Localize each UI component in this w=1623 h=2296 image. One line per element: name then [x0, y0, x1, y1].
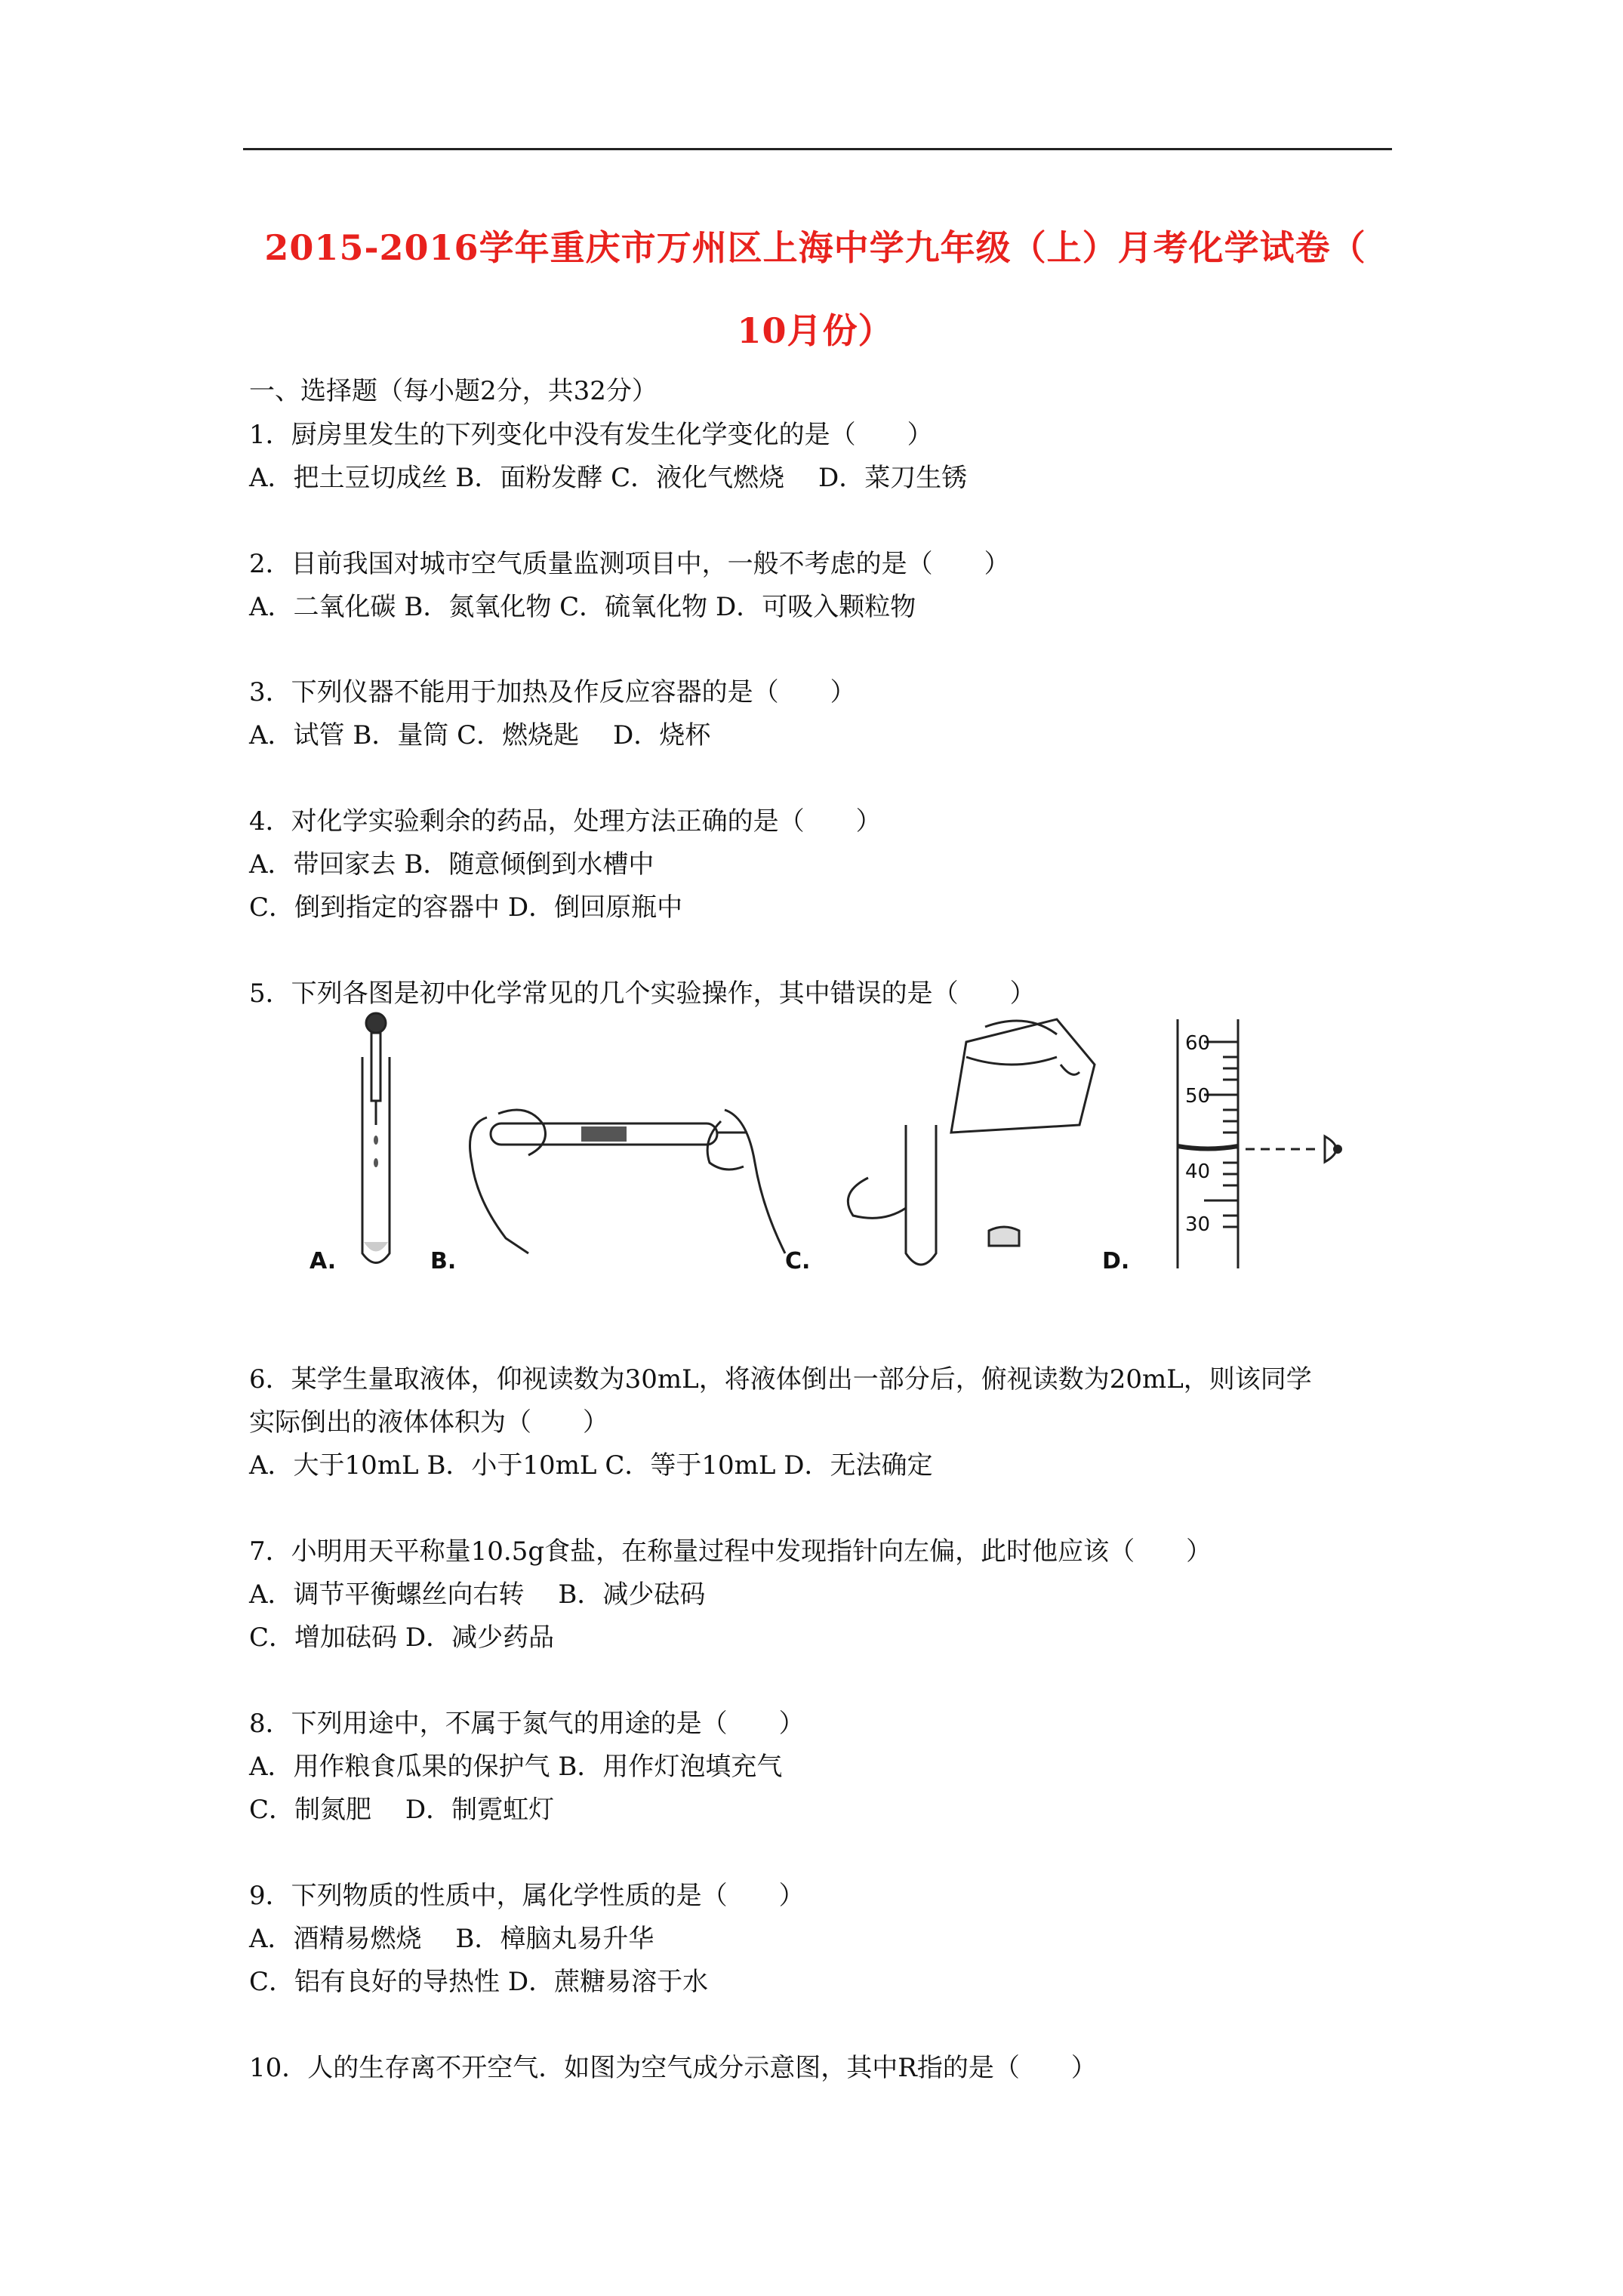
- question-4-options-2: C．倒到指定的容器中 D．倒回原瓶中: [249, 892, 683, 923]
- question-6-options: A．大于10mL B．小于10mL C．等于10mL D．无法确定: [249, 1450, 933, 1481]
- cylinder-tick-60: 60: [1185, 1032, 1211, 1055]
- question-1-stem: 1．厨房里发生的下列变化中没有发生化学变化的是（ ）: [249, 420, 933, 450]
- question-8-options-2: C．制氮肥 D．制霓虹灯: [249, 1795, 555, 1825]
- question-2-stem: 2．目前我国对城市空气质量监测项目中，一般不考虑的是（ ）: [249, 549, 1010, 579]
- question-3-stem: 3．下列仪器不能用于加热及作反应容器的是（ ）: [249, 677, 856, 707]
- question-10-stem: 10．人的生存离不开空气．如图为空气成分示意图，其中R指的是（ ）: [249, 2053, 1097, 2083]
- question-7-stem: 7．小明用天平称量10.5g食盐，在称量过程中发现指针向左偏，此时他应该（ ）: [249, 1536, 1212, 1567]
- cylinder-tick-40: 40: [1185, 1160, 1211, 1183]
- pouring-liquid-illustration: [848, 1019, 1095, 1265]
- dropper-in-test-tube-illustration: [362, 1013, 390, 1263]
- question-6-stem: 6．某学生量取液体，仰视读数为30mL，将液体倒出一部分后，俯视读数为20mL，则该同学: [249, 1364, 1312, 1395]
- question-1-options: A．把土豆切成丝 B．面粉发酵 C．液化气燃烧 D．菜刀生锈: [249, 463, 968, 493]
- cylinder-tick-30: 30: [1185, 1213, 1211, 1236]
- exam-title-line2: 10月份）: [737, 310, 894, 351]
- question-9-options-1: A．酒精易燃烧 B．樟脑丸易升华: [249, 1924, 654, 1954]
- question-3-options: A．试管 B．量筒 C．燃烧匙 D．烧杯: [249, 720, 711, 750]
- question-7-options-2: C．增加砝码 D．减少药品: [249, 1623, 555, 1653]
- question-6-stem-cont: 实际倒出的液体体积为（ ）: [249, 1407, 608, 1438]
- question-7-options-1: A．调节平衡螺丝向右转 B．减少砝码: [249, 1579, 706, 1610]
- section-heading: 一、选择题（每小题2分，共32分）: [249, 376, 658, 406]
- question-4-stem: 4．对化学实验剩余的药品，处理方法正确的是（ ）: [249, 806, 882, 837]
- cylinder-tick-50: 50: [1185, 1085, 1211, 1108]
- fig-label-d: D.: [1102, 1248, 1130, 1274]
- question-8-options-1: A．用作粮食瓜果的保护气 B．用作灯泡填充气: [249, 1752, 783, 1782]
- question-9-stem: 9．下列物质的性质中，属化学性质的是（ ）: [249, 1881, 805, 1911]
- fig-label-b: B.: [430, 1248, 457, 1274]
- fig-label-c: C.: [785, 1248, 811, 1274]
- fig-label-a: A.: [310, 1248, 337, 1274]
- question-9-options-2: C．铝有良好的导热性 D．蔗糖易溶于水: [249, 1967, 709, 1997]
- question-8-stem: 8．下列用途中，不属于氮气的用途的是（ ）: [249, 1709, 805, 1739]
- question-2-options: A．二氧化碳 B．氮氧化物 C．硫氧化物 D．可吸入颗粒物: [249, 592, 916, 622]
- question-4-options-1: A．带回家去 B．随意倾倒到水槽中: [249, 849, 654, 880]
- top-rule: [243, 148, 1392, 150]
- question-5-stem: 5．下列各图是初中化学常见的几个实验操作，其中错误的是（ ）: [249, 978, 1036, 1009]
- test-tube-heating-illustration: [470, 1110, 786, 1253]
- exam-title-line1: 2015-2016学年重庆市万州区上海中学九年级（上）月考化学试卷（: [264, 227, 1366, 268]
- lab-operations-figure: [302, 1012, 1404, 1284]
